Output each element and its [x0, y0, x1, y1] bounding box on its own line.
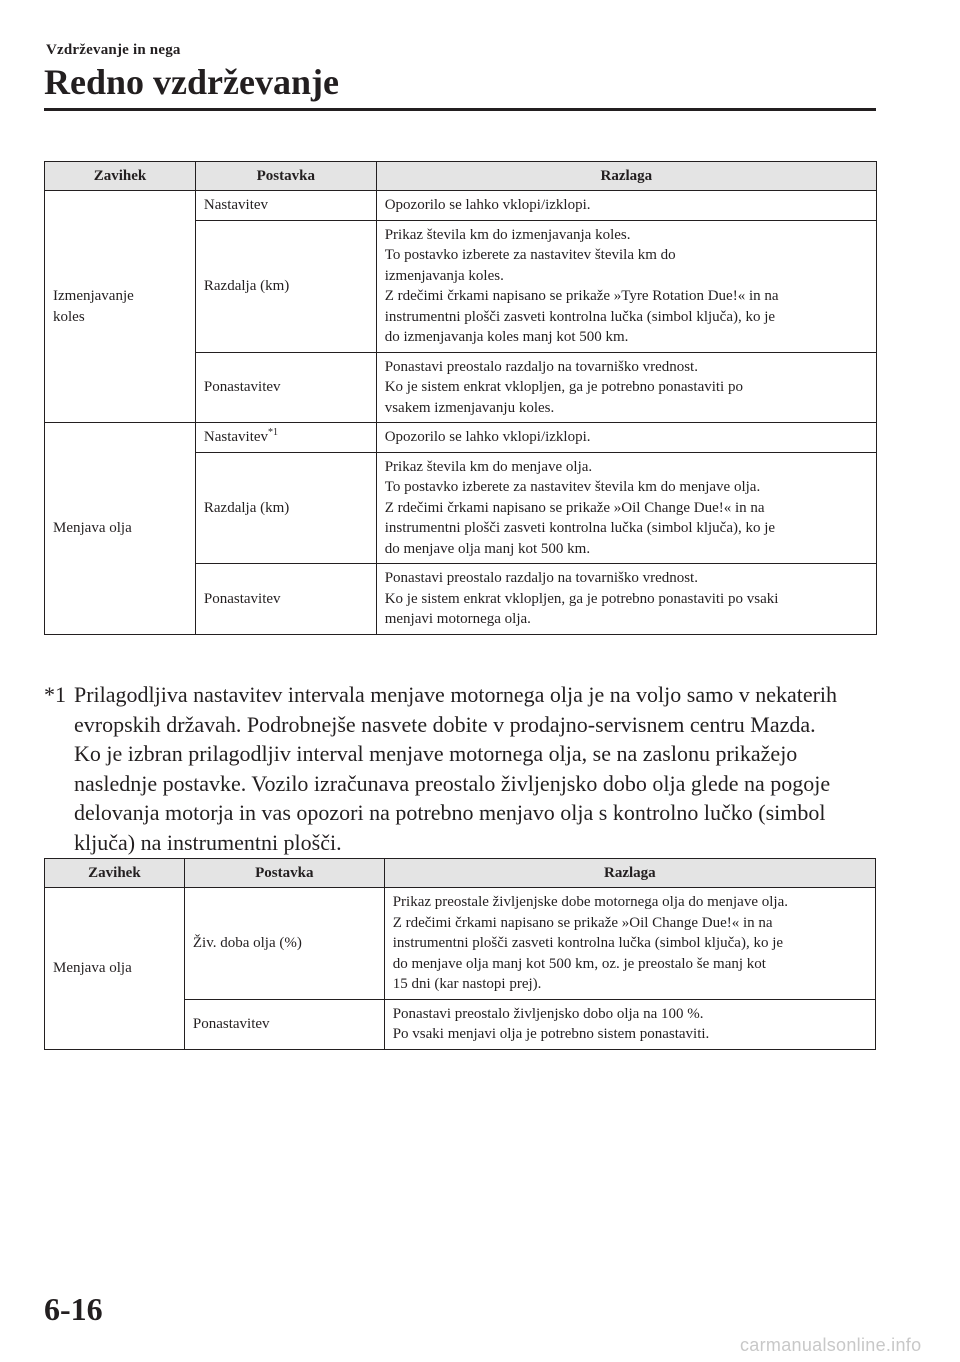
explanation-cell	[376, 220, 876, 352]
explanation-cell	[376, 452, 876, 564]
explanation-line: Prikaz števila km do menjave olja.	[384, 458, 593, 475]
footnote-line: naslednje postavke. Vozilo izračunava preostalo življenjsko dobo olja glede na pogoje	[74, 770, 831, 796]
footnote-line: evropskih državah. Podrobnejše nasvete dobite v prodajno-servisnem centru Mazda.	[74, 711, 816, 737]
tab-label-line: koles	[53, 308, 85, 325]
explanation-line: Prikaz števila km do izmenjavanja koles.	[384, 226, 631, 243]
explanation-cell	[384, 888, 875, 1000]
tab-cell	[45, 191, 196, 423]
column-header: Postavka	[195, 162, 376, 191]
explanation-line: do izmenjavanja koles manj kot 500 km.	[384, 329, 629, 345]
explanation-line: Opozorilo se lahko vklopi/izklopi.	[384, 429, 591, 445]
footnote-line: ključa) na instrumentni plošči.	[74, 829, 342, 855]
explanation-line: To postavko izberete za nastavitev števila km do menjave olja.	[384, 479, 761, 495]
item-label: Nastavitev	[203, 197, 269, 213]
item-label: Razdalja (km)	[203, 499, 290, 516]
explanation-line: Ko je sistem enkrat vklopljen, ga je potrebno ponastaviti po	[384, 379, 743, 395]
explanation-cell	[384, 999, 875, 1049]
title-divider	[44, 108, 876, 111]
explanation-line: vsakem izmenjavanju koles.	[384, 399, 555, 416]
explanation-line: Ponastavi preostalo življenjsko dobo olja na 100 %.	[392, 1005, 704, 1022]
table-row	[45, 888, 876, 1000]
tab-cell	[45, 888, 185, 1050]
footnote-line: Prilagodljiva nastavitev intervala menjave motornega olja je na voljo samo v nekaterih	[74, 682, 838, 707]
explanation-cell	[376, 352, 876, 423]
item-label: Živ. doba olja (%)	[192, 935, 302, 951]
explanation-line: Ponastavi preostalo razdaljo na tovarniško vrednost.	[384, 570, 698, 586]
explanation-line: Po vsaki menjavi olja je potrebno sistem ponastaviti.	[392, 1026, 710, 1042]
item-label: Razdalja (km)	[203, 277, 290, 294]
footnote-line: delovanja motorja in vas opozori na potrebno menjavo olja s kontrolno lučko (simbol	[74, 800, 826, 825]
item-cell	[195, 352, 376, 423]
explanation-line: 15 dni (kar nastopi prej).	[392, 976, 542, 992]
column-header: Razlaga	[384, 859, 875, 888]
footnote-line: Ko je izbran prilagodljiv interval menjave motornega olja, se na zaslonu prikažejo	[74, 741, 798, 766]
explanation-line: instrumentni plošči zasveti kontrolna lučka (simbol ključa), ko je	[384, 308, 776, 325]
settings-table-tyre-oil	[44, 161, 877, 635]
item-cell	[184, 999, 384, 1049]
footnote	[44, 680, 884, 857]
explanation-line: izmenjavanja koles.	[384, 267, 504, 284]
item-label: Ponastavitev	[203, 590, 281, 607]
header-row	[45, 162, 877, 191]
page-number: 6-16	[44, 1291, 103, 1327]
item-cell	[195, 452, 376, 564]
explanation-cell	[376, 423, 876, 453]
explanation-line: do menjave olja manj kot 500 km, oz. je preostalo še manj kot	[392, 955, 766, 972]
tab-cell	[45, 423, 196, 635]
watermark: carmanualsonline.info	[740, 1335, 922, 1355]
section-label: Vzdrževanje in nega	[46, 42, 181, 58]
page-title: Redno vzdrževanje	[44, 62, 339, 102]
table-row	[45, 423, 877, 453]
explanation-line: Z rdečimi črkami napisano se prikaže »Oil Change Due!« in na	[384, 499, 765, 516]
explanation-line: menjavi motornega olja.	[384, 611, 531, 627]
tab-label-line: Menjava olja	[53, 520, 132, 536]
explanation-line: Z rdečimi črkami napisano se prikaže »Tyre Rotation Due!« in na	[384, 288, 779, 304]
explanation-line: Ko je sistem enkrat vklopljen, ga je potrebno ponastaviti po vsaki	[384, 590, 779, 607]
explanation-line: Z rdečimi črkami napisano se prikaže »Oil Change Due!« in na	[392, 914, 773, 931]
explanation-line: Opozorilo se lahko vklopi/izklopi.	[384, 197, 591, 213]
item-label: Ponastavitev	[192, 1015, 270, 1032]
column-header: Zavihek	[45, 859, 185, 888]
explanation-cell	[376, 564, 876, 635]
footnote-ref: *1	[268, 427, 279, 438]
column-header: Postavka	[184, 859, 384, 888]
column-header: Razlaga	[376, 162, 876, 191]
explanation-line: Prikaz preostale življenjske dobe motornega olja do menjave olja.	[392, 894, 788, 910]
header-row	[45, 859, 876, 888]
explanation-line: do menjave olja manj kot 500 km.	[384, 540, 591, 557]
explanation-line: instrumentni plošči zasveti kontrolna lučka (simbol ključa), ko je	[384, 520, 776, 536]
explanation-line: To postavko izberete za nastavitev števila km do	[384, 247, 676, 263]
item-cell	[195, 423, 376, 453]
item-label: Ponastavitev	[203, 379, 281, 395]
explanation-cell	[376, 191, 876, 221]
tab-label-line: Izmenjavanje	[53, 288, 134, 304]
explanation-line: Ponastavi preostalo razdaljo na tovarniško vrednost.	[384, 358, 698, 375]
settings-table-oil-life	[44, 858, 876, 1050]
column-header: Zavihek	[45, 162, 196, 191]
footnote-marker: *1	[44, 682, 66, 707]
footnote-text	[44, 680, 884, 857]
item-cell	[184, 888, 384, 1000]
item-cell	[195, 191, 376, 221]
item-cell	[195, 220, 376, 352]
table-row	[45, 191, 877, 221]
item-label: Nastavitev	[203, 429, 269, 445]
tab-label-line: Menjava olja	[53, 960, 132, 976]
item-cell	[195, 564, 376, 635]
explanation-line: instrumentni plošči zasveti kontrolna lučka (simbol ključa), ko je	[392, 935, 784, 951]
